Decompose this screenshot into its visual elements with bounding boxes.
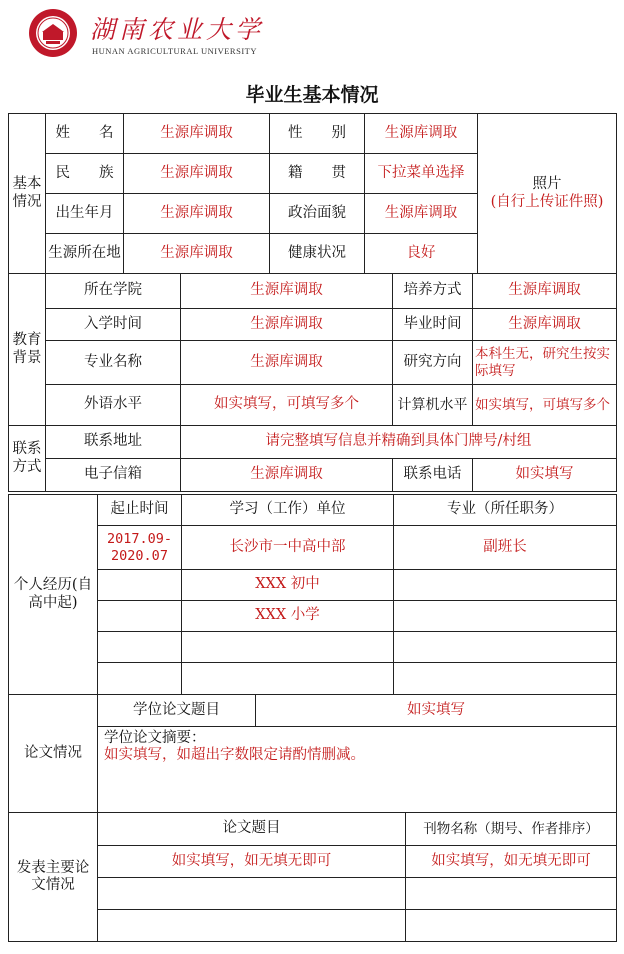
photo-label: 照片	[532, 176, 562, 193]
college-label: 所在学院	[46, 274, 181, 309]
unit-cell[interactable]: XXX 小学	[182, 601, 394, 632]
experience-table	[8, 494, 617, 695]
phone-field[interactable]: 如实填写	[473, 459, 617, 492]
thesis-abstract-text: 如实填写，如超出字数限定请酌情删减。	[104, 747, 365, 764]
train-field[interactable]: 生源库调取	[473, 274, 617, 309]
journal-cell[interactable]	[406, 878, 617, 910]
phone-label: 联系电话	[393, 459, 473, 492]
education-contact-table	[8, 273, 617, 492]
major-cell[interactable]: 副班长	[394, 526, 617, 570]
native-label: 籍 贯	[270, 154, 365, 194]
section-experience: 个人经历(自高中起)	[9, 495, 98, 695]
ethnic-field[interactable]: 生源库调取	[124, 154, 270, 194]
section-basic: 基本情况	[9, 114, 46, 274]
birth-field[interactable]: 生源库调取	[124, 194, 270, 234]
birth-label: 出生年月	[46, 194, 124, 234]
photo-hint: (自行上传证件照)	[490, 193, 604, 210]
gender-label: 性 别	[270, 114, 365, 154]
major-field[interactable]: 生源库调取	[181, 341, 393, 385]
publications-table	[8, 812, 617, 942]
col-paper-title-header: 论文题目	[98, 813, 406, 846]
thesis-title-label: 学位论文题目	[98, 695, 256, 727]
health-label: 健康状况	[270, 234, 365, 274]
major-cell[interactable]	[394, 663, 617, 695]
thesis-abstract-label: 学位论文摘要：	[104, 730, 206, 746]
enroll-label: 入学时间	[46, 309, 181, 341]
grad-label: 毕业时间	[393, 309, 473, 341]
col-time-header: 起止时间	[98, 495, 182, 526]
major-cell[interactable]	[394, 601, 617, 632]
research-label: 研究方向	[393, 341, 473, 385]
name-label: 姓 名	[46, 114, 124, 154]
lang-field[interactable]: 如实填写，可填写多个	[181, 385, 393, 426]
major-cell[interactable]	[394, 632, 617, 663]
time-cell[interactable]	[98, 570, 182, 601]
paper-title-cell[interactable]: 如实填写，如无填无即可	[98, 846, 406, 878]
enroll-field[interactable]: 生源库调取	[181, 309, 393, 341]
name-field[interactable]: 生源库调取	[124, 114, 270, 154]
basic-info-table	[8, 113, 617, 274]
journal-cell[interactable]: 如实填写，如无填无即可	[406, 846, 617, 878]
section-education: 教育背景	[9, 274, 46, 426]
address-label: 联系地址	[46, 426, 181, 459]
table-row	[9, 570, 617, 601]
logo-english-name: HUNAN AGRICULTURAL UNIVERSITY	[92, 46, 257, 56]
political-field[interactable]: 生源库调取	[365, 194, 478, 234]
train-label: 培养方式	[393, 274, 473, 309]
thesis-table	[8, 694, 617, 813]
time-cell[interactable]	[98, 663, 182, 695]
email-field[interactable]: 生源库调取	[181, 459, 393, 492]
table-row	[9, 878, 617, 910]
paper-title-cell[interactable]	[98, 878, 406, 910]
major-label: 专业名称	[46, 341, 181, 385]
health-field[interactable]: 良好	[365, 234, 478, 274]
table-row	[9, 526, 617, 570]
university-logo	[22, 6, 284, 62]
research-field[interactable]: 本科生无，研究生按实际填写	[473, 341, 617, 385]
time-cell[interactable]	[98, 601, 182, 632]
gender-field[interactable]: 生源库调取	[365, 114, 478, 154]
political-label: 政治面貌	[270, 194, 365, 234]
col-major-header: 专业（所任职务）	[394, 495, 617, 526]
table-row	[9, 663, 617, 695]
origin-field[interactable]: 生源库调取	[124, 234, 270, 274]
logo-chinese-name: 湖南农业大学	[90, 15, 265, 44]
unit-cell[interactable]	[182, 663, 394, 695]
table-row	[9, 910, 617, 942]
origin-label: 生源所在地	[46, 234, 124, 274]
section-publications: 发表主要论文情况	[9, 813, 98, 942]
native-select[interactable]: 下拉菜单选择	[365, 154, 478, 194]
unit-cell[interactable]	[182, 632, 394, 663]
email-label: 电子信箱	[46, 459, 181, 492]
time-cell[interactable]	[98, 632, 182, 663]
section-contact: 联系方式	[9, 426, 46, 492]
unit-cell[interactable]: 长沙市一中高中部	[182, 526, 394, 570]
ethnic-label: 民 族	[46, 154, 124, 194]
section-thesis: 论文情况	[9, 695, 98, 813]
university-seal-icon	[28, 8, 78, 58]
table-row	[9, 632, 617, 663]
thesis-title-field[interactable]: 如实填写	[256, 695, 617, 727]
table-row	[9, 601, 617, 632]
lang-label: 外语水平	[46, 385, 181, 426]
address-field[interactable]: 请完整填写信息并精确到具体门牌号/村组	[181, 426, 617, 459]
col-unit-header: 学习（工作）单位	[182, 495, 394, 526]
thesis-abstract-box[interactable]	[98, 727, 617, 813]
table-row	[9, 846, 617, 878]
time-cell[interactable]: 2017.09-2020.07	[98, 526, 182, 570]
unit-cell[interactable]: XXX 初中	[182, 570, 394, 601]
col-journal-header: 刊物名称（期号、作者排序）	[406, 813, 617, 846]
grad-field[interactable]: 生源库调取	[473, 309, 617, 341]
computer-label: 计算机水平	[393, 385, 473, 426]
page-title: 毕业生基本情况	[245, 84, 379, 106]
computer-field[interactable]: 如实填写，可填写多个	[473, 385, 617, 426]
college-field[interactable]: 生源库调取	[181, 274, 393, 309]
journal-cell[interactable]	[406, 910, 617, 942]
photo-box[interactable]	[478, 114, 617, 274]
paper-title-cell[interactable]	[98, 910, 406, 942]
major-cell[interactable]	[394, 570, 617, 601]
